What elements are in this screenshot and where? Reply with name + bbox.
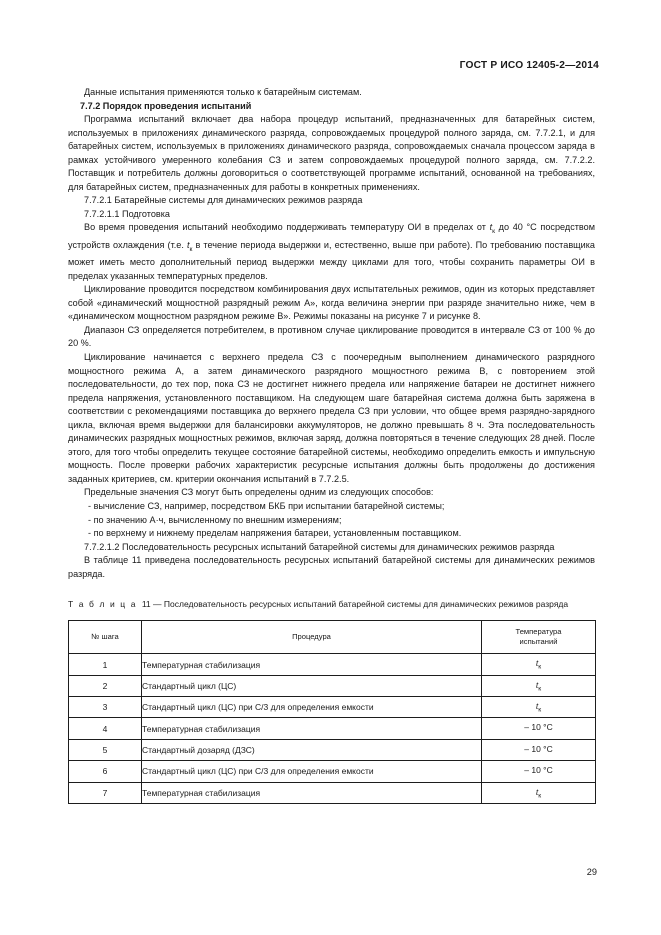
temp-plain: – 10 °С xyxy=(524,743,553,754)
table-caption-label: Т а б л и ц а xyxy=(68,599,138,610)
column-header-step: № шага xyxy=(69,621,142,654)
table-row xyxy=(69,654,596,675)
cell-temperature xyxy=(482,782,596,803)
cell-temperature xyxy=(482,761,596,782)
symbol-t2-subscript: к xyxy=(189,245,193,253)
cell-step: 3 xyxy=(69,697,142,718)
table-caption-text: — Последовательность ресурсных испытаний батарейной системы для динамических режимов разряда xyxy=(153,599,569,610)
symbol-t1: t xyxy=(489,222,493,233)
paragraph-program: Программа испытаний включает два набора процедур испытаний, предназначенных для батарейных систем, используемых в приложениях динамического разряда, сопровождаемых процедурой полного заряда, см. 7.7.2.1, и для батарейных систем, используемых в приложениях динамического разряда, сопровождаемых сначала процессом заряда в рамках устойчивого умеренного колебания СЗ и затем сопровождаемых процедурой полного заряда, см. 7.7.2.2. Поставщик и потребитель должны договориться о соответствующей программе испытаний, основанной на требованиях, для батарейных систем, предназначенных для работы в конкретных применениях. xyxy=(68,114,595,192)
document-body xyxy=(68,86,595,804)
page-number: 29 xyxy=(586,867,597,877)
table-row xyxy=(69,697,596,718)
text-seg-a: Во время проведения испытаний необходимо поддерживать температуру ОИ в пределах от xyxy=(84,222,490,233)
cell-temperature xyxy=(482,718,596,739)
temp-plain: – 10 °С xyxy=(524,765,553,776)
cell-step: 1 xyxy=(69,654,142,675)
column-header-temperature-line2: испытаний xyxy=(519,637,558,647)
paragraph-cycling-start: Циклирование начинается с верхнего предела СЗ с поочередным выполнением динамического разрядного мощностного режима А, а затем динамического разрядного мощностного режима В, с повторением этой последовательности, до тех пор, пока СЗ не достигнет нижнего предела или напряжение батареи не достигнет нижнего предела напряжения, установленного поставщиком. На следующем шаге батарейная система должна быть заряжена в соответствии с рекомендациями поставщика до верхнего предела СЗ при условии, что общее время разрядно-зарядного цикла, включая время выдержки для балансировки аккумуляторов, не должно превышать 8 ч. Эта последовательность динамических разрядных мощностных режимов, включая заряд, должна повторяться в течение следующих 28 дней. После этого, для того чтобы определить текущее состояние батарейной системы, необходимо определить емкость и импульсную мощность. После проверки рабочих характеристик ресурсные испытания должны быть продолжены до достижения заданных критериев, см. критерии окончания испытаний в 7.7.2.5. xyxy=(68,352,595,484)
heading-7-7-2: 7.7.2 Порядок проведения испытаний xyxy=(80,100,252,111)
cell-step: 2 xyxy=(69,675,142,696)
cell-procedure: Стандартный цикл (ЦС) при С/3 для определения емкости xyxy=(142,697,482,718)
text-seg-c: в течение периода выдержки и, естественно, выше при работе). По требованию поставщика может иметь место дополнительный период выдержки между циклами для того, чтобы сохранить параметры ОИ в пределах указанных температурных пределов. xyxy=(68,239,595,281)
cell-procedure: Температурная стабилизация xyxy=(142,782,482,803)
paragraph-table-ref: В таблице 11 приведена последовательность ресурсных испытаний батарейной системы для динамических режимов разряда. xyxy=(68,555,595,579)
table-row xyxy=(69,675,596,696)
table-caption xyxy=(68,598,595,611)
paragraph-soc-range: Диапазон СЗ определяется потребителем, в противном случае циклирование проводится в интервале СЗ от 100 % до 20 %. xyxy=(68,324,595,349)
cell-temperature xyxy=(482,654,596,675)
cell-step: 5 xyxy=(69,739,142,760)
cell-temperature xyxy=(482,697,596,718)
paragraph-intro: Данные испытания применяются только к батарейным системам. xyxy=(84,87,362,97)
table-header-row xyxy=(69,621,596,654)
table-row xyxy=(69,782,596,803)
temp-symbol: t xyxy=(535,786,539,797)
paragraph-temperature xyxy=(68,221,595,283)
temp-subscript: к xyxy=(538,685,542,693)
temp-symbol: t xyxy=(535,700,539,711)
table-row xyxy=(69,739,596,760)
procedure-table xyxy=(68,620,596,804)
table-header xyxy=(69,621,596,654)
temp-subscript: к xyxy=(538,706,542,714)
column-header-temperature xyxy=(482,621,596,654)
cell-step: 6 xyxy=(69,761,142,782)
temp-symbol: t xyxy=(535,679,539,690)
column-header-procedure: Процедура xyxy=(142,621,482,654)
temp-subscript: к xyxy=(538,663,542,671)
temp-subscript: к xyxy=(538,792,542,800)
list-item-2: - по значению А·ч, вычисленному по внешним измерениям; xyxy=(88,514,342,525)
cell-procedure: Стандартный цикл (ЦС) xyxy=(142,675,482,696)
paragraph-cycling: Циклирование проводится посредством комбинирования двух испытательных режимов, один из которых представляет собой «динамический мощностной разрядный режим А», когда величина энергии при разряде значительно ниже, чем в «динамическом мощностном разрядном режиме В». Режимы показаны на рисунке 7 и рисунке 8. xyxy=(68,284,595,322)
cell-step: 4 xyxy=(69,718,142,739)
cell-step: 7 xyxy=(69,782,142,803)
paragraph-soc-limits: Предельные значения СЗ могут быть определены одним из следующих способов: xyxy=(84,487,434,498)
list-item-1: - вычисление СЗ, например, посредством БКБ при испытании батарейной системы; xyxy=(88,501,445,512)
heading-7-7-2-1-1: 7.7.2.1.1 Подготовка xyxy=(84,208,170,219)
table-caption-number: 11 xyxy=(141,599,151,610)
cell-temperature xyxy=(482,675,596,696)
cell-procedure: Стандартный цикл (ЦС) при С/3 для определения емкости xyxy=(142,761,482,782)
cell-procedure: Стандартный дозаряд (ДЗС) xyxy=(142,739,482,760)
cell-procedure: Температурная стабилизация xyxy=(142,654,482,675)
symbol-t2: t xyxy=(186,239,190,250)
symbol-t1-subscript: к xyxy=(492,228,496,236)
heading-7-7-2-1-2: 7.7.2.1.2 Последовательность ресурсных испытаний батарейной системы для динамических режимов разряда xyxy=(84,541,555,552)
table-body xyxy=(69,654,596,804)
temp-symbol: t xyxy=(535,658,539,669)
cell-temperature xyxy=(482,739,596,760)
column-header-temperature-line1: Температура xyxy=(515,626,562,636)
text-seg-b: до 40 °С посредством устройств охлаждения (т.е. xyxy=(68,222,595,250)
cell-procedure: Температурная стабилизация xyxy=(142,718,482,739)
table-row xyxy=(69,761,596,782)
list-item-3: - по верхнему и нижнему пределам напряжения батареи, установленным поставщиком. xyxy=(88,528,462,539)
table-row xyxy=(69,718,596,739)
temp-plain: – 10 °С xyxy=(524,722,553,733)
page-header: ГОСТ Р ИСО 12405-2—2014 xyxy=(459,60,599,71)
heading-7-7-2-1: 7.7.2.1 Батарейные системы для динамических режимов разряда xyxy=(84,195,363,206)
